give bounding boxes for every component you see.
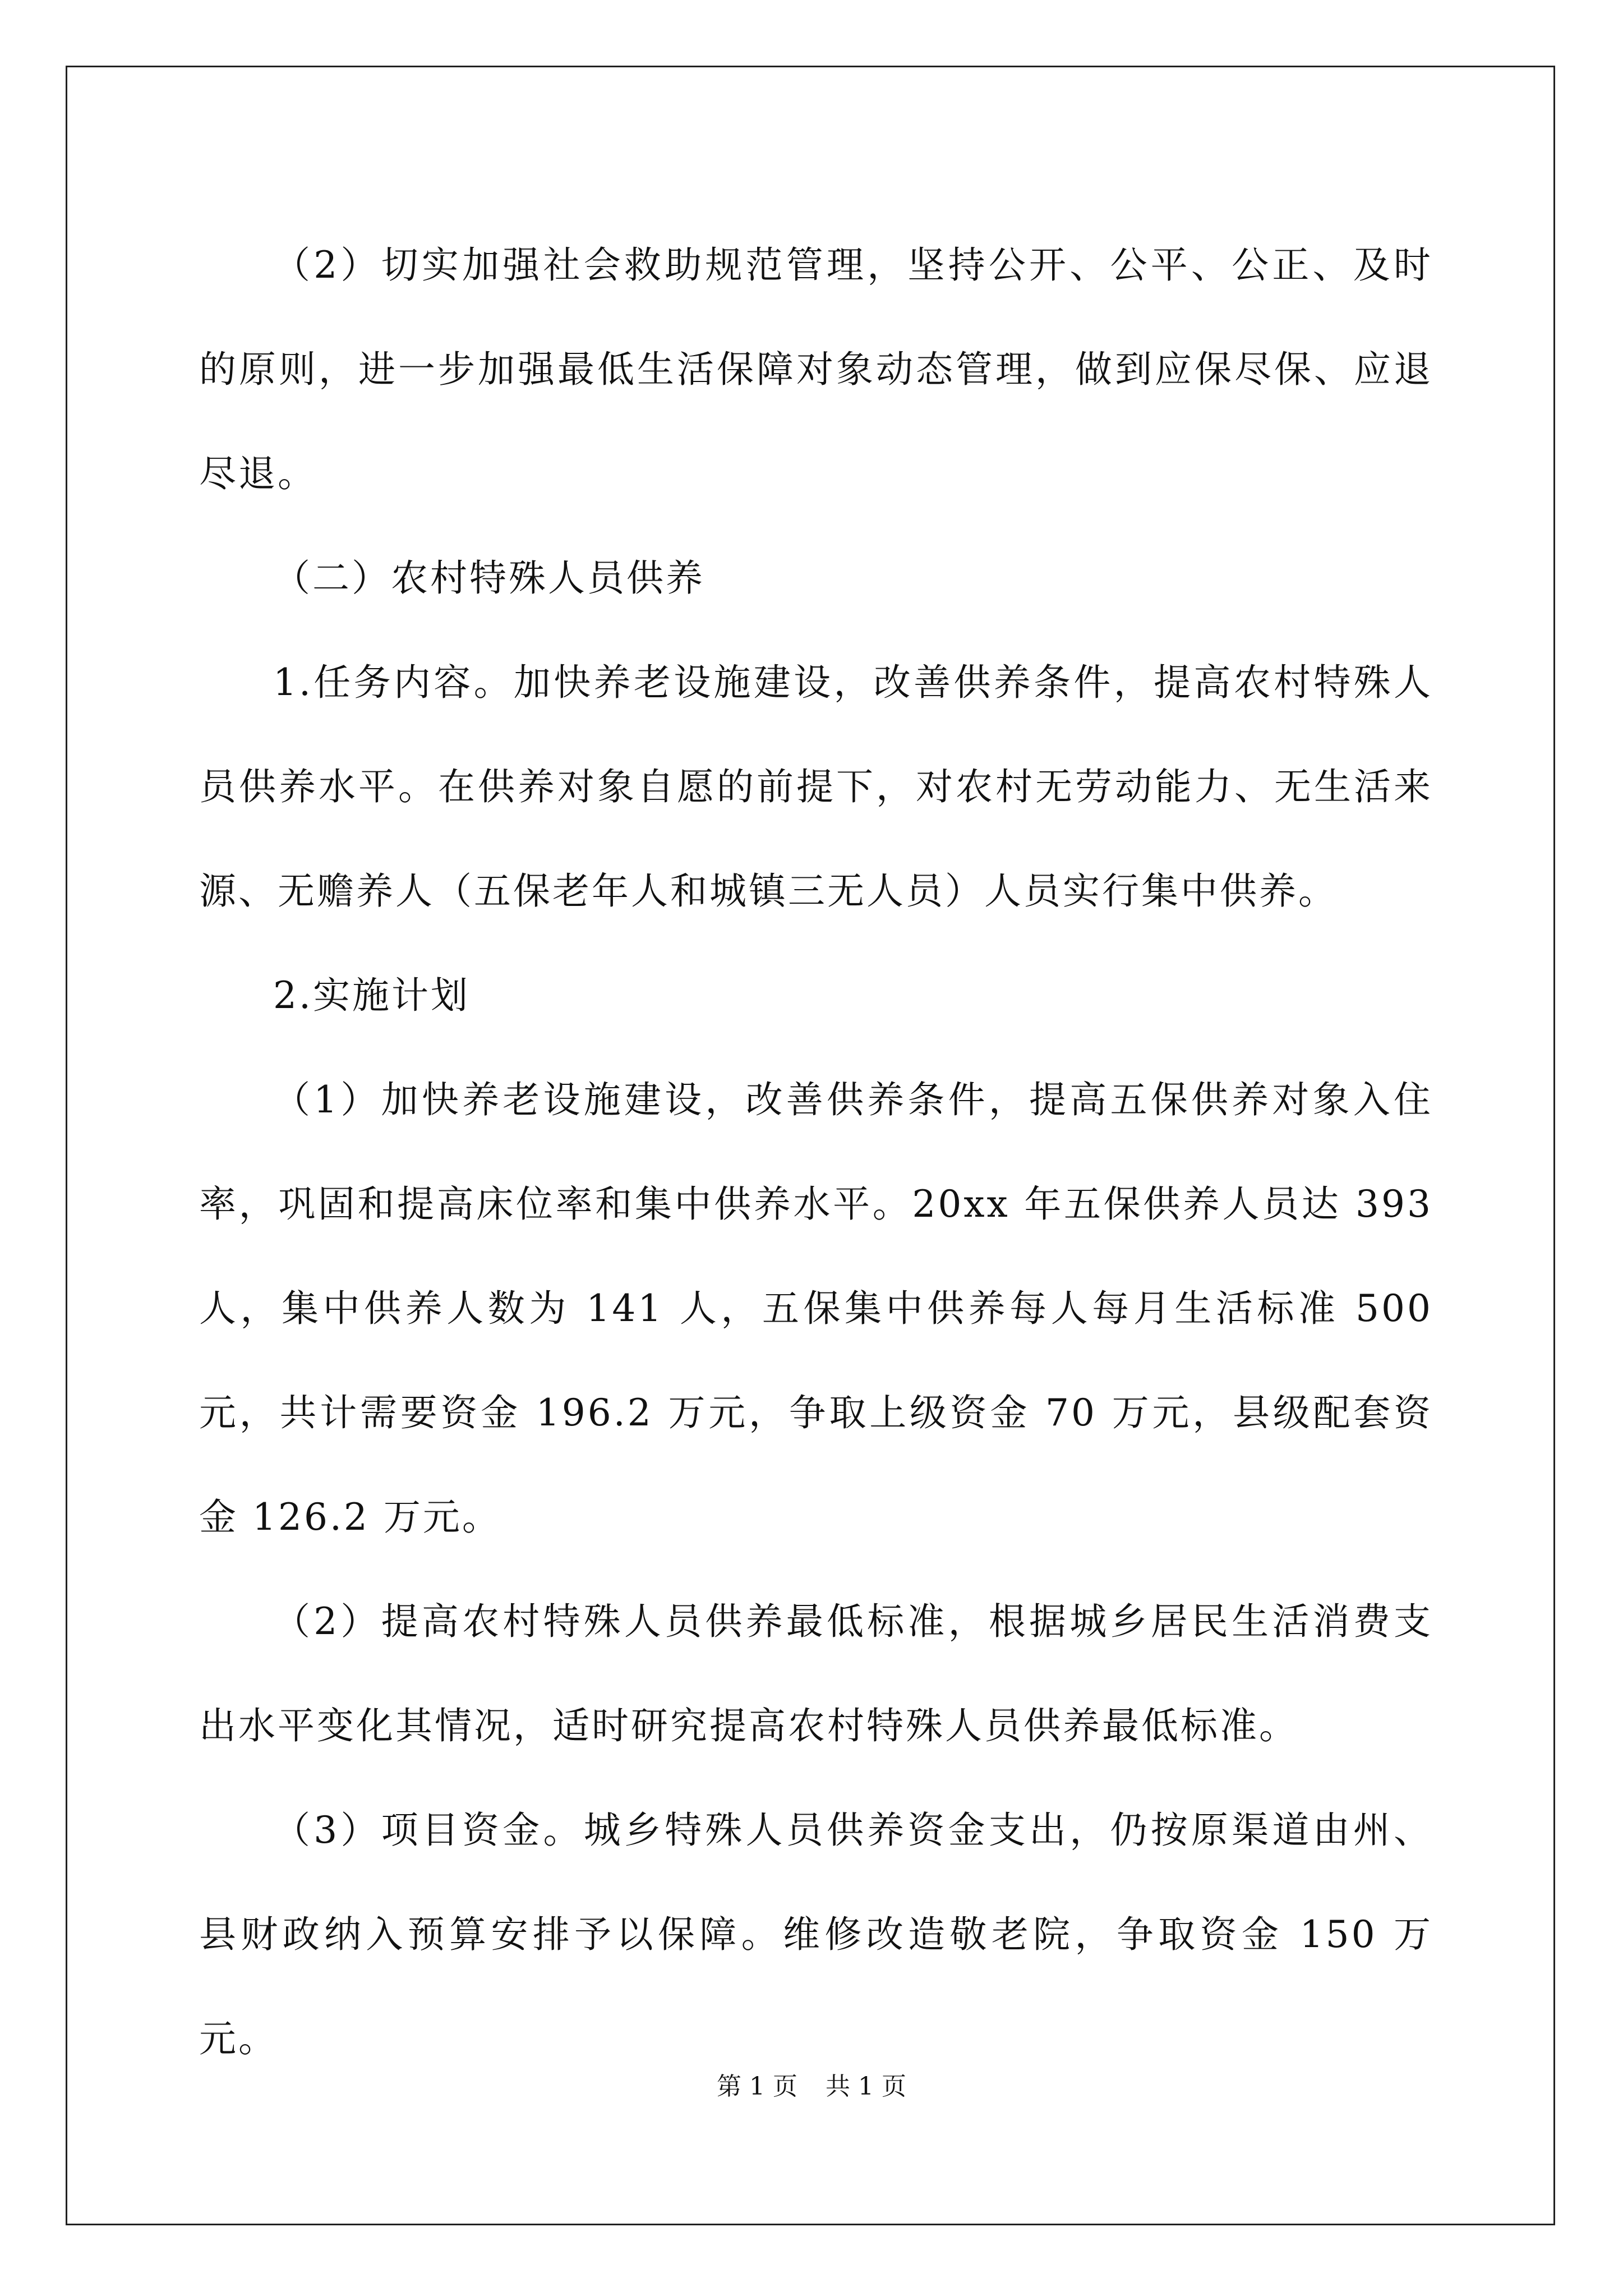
paragraph: （3）项目资金。城乡特殊人员供养资金支出，仍按原渠道由州、县财政纳入预算安排予以保障。维修改造敬老院，争取资金 150 万元。 [199, 1809, 1433, 2060]
subsection-heading: 2.实施计划 [273, 974, 470, 1017]
page-number: 第 1 页 [717, 2072, 797, 2101]
document-body [199, 213, 1433, 2091]
paragraph: （2）切实加强社会救助规范管理，坚持公开、公平、公正、及时的原则，进一步加强最低生活保障对象动态管理，做到应保尽保、应退尽退。 [199, 243, 1433, 495]
paragraph: 1.任务内容。加快养老设施建设，改善供养条件，提高农村特殊人员供养水平。在供养对象自愿的前提下，对农村无劳动能力、无生活来源、无赡养人（五保老年人和城镇三无人员）人员实行集中供养。 [199, 661, 1433, 913]
page-footer [0, 2070, 1623, 2104]
section-heading: （二）农村特殊人员供养 [273, 556, 705, 600]
paragraph: （2）提高农村特殊人员供养最低标准，根据城乡居民生活消费支出水平变化其情况，适时研究提高农村特殊人员供养最低标准。 [199, 1600, 1433, 1747]
page-count: 共 1 页 [826, 2072, 906, 2101]
paragraph: （1）加快养老设施建设，改善供养条件，提高五保供养对象入住率，巩固和提高床位率和集中供养水平。20xx 年五保供养人员达 393 人，集中供养人数为 141 人，五保集中供养每人每月生活标准 500 元，共计需要资金 196.2 万元，争取上级资金 70 万元，县级配套资金 126.2 万元。 [199, 1078, 1433, 1539]
